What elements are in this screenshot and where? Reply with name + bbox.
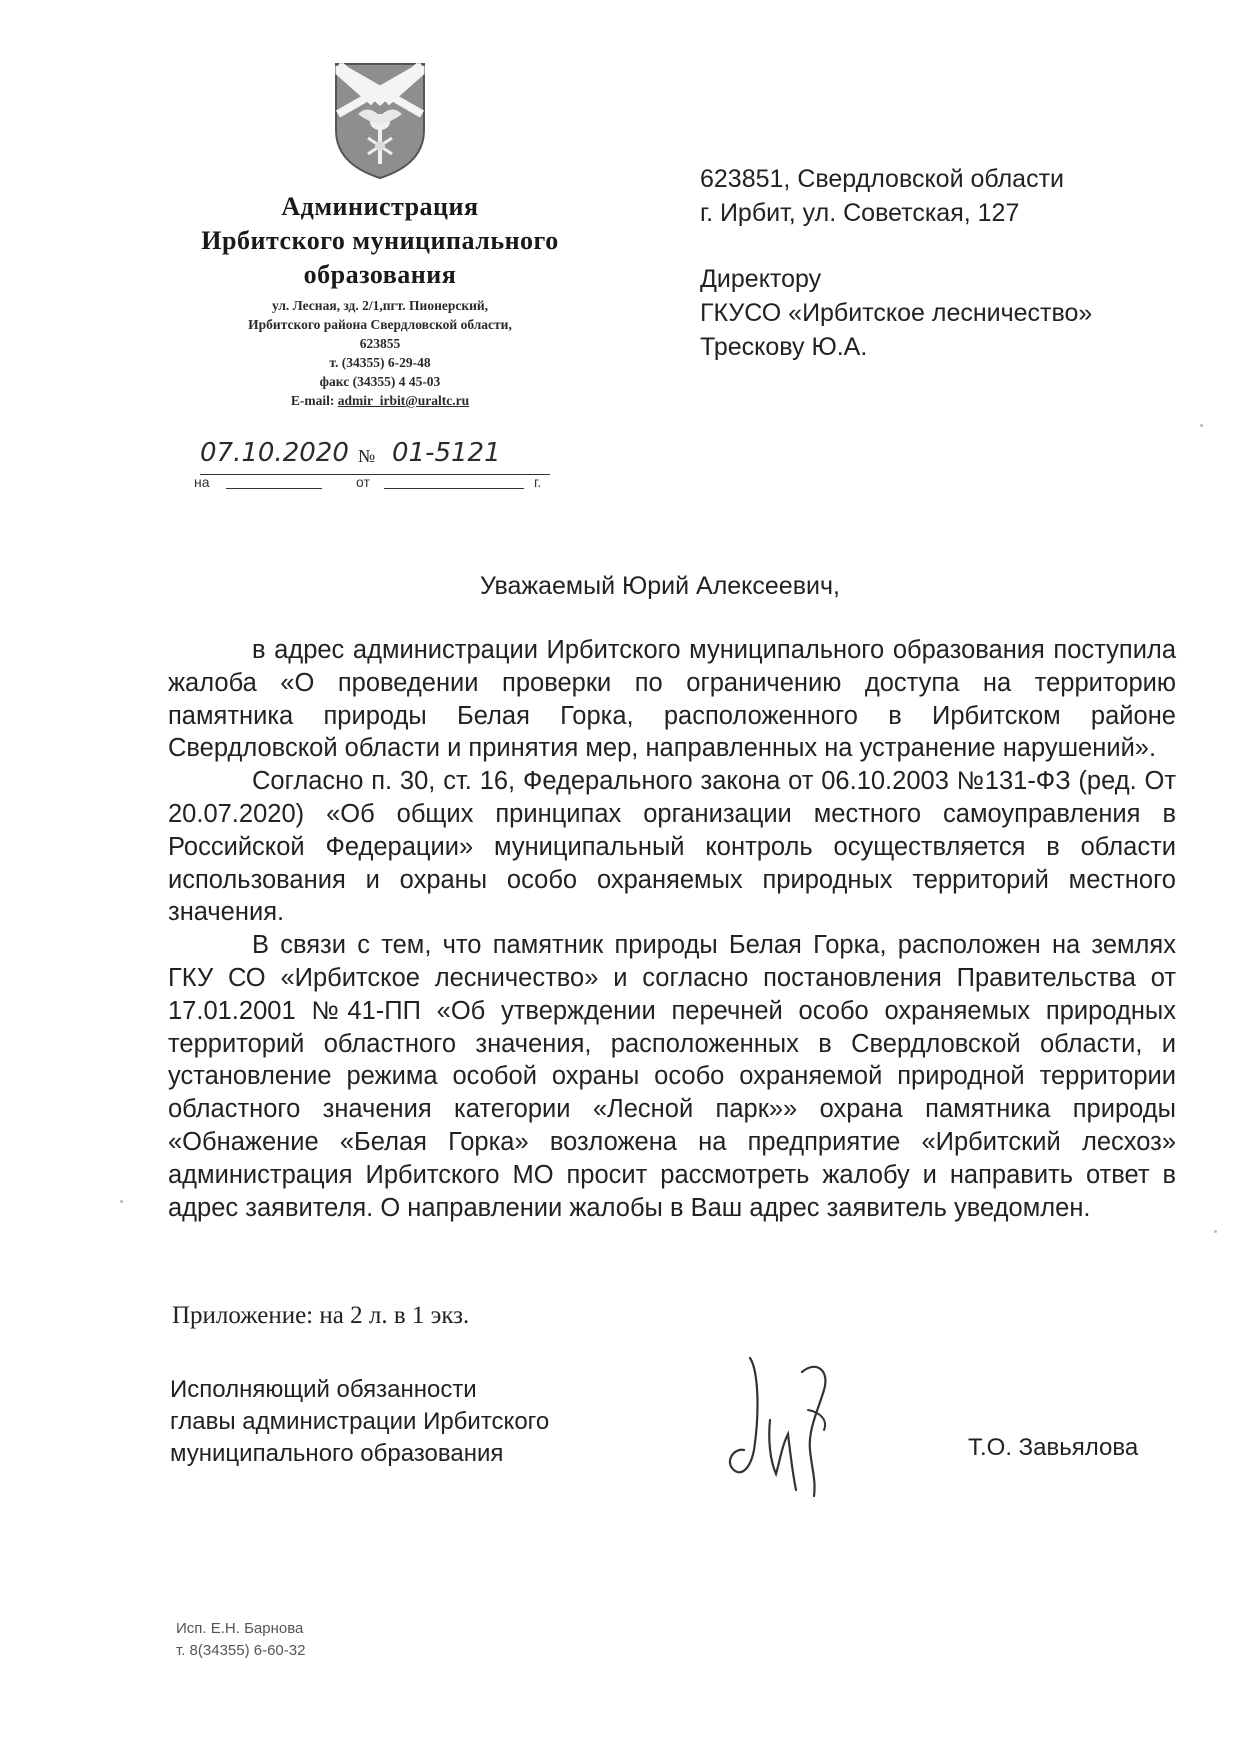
attachment-note: Приложение: на 2 л. в 1 экз. — [172, 1302, 470, 1329]
body-paragraph-2: Согласно п. 30, ст. 16, Федерального закона от 06.10.2003 №131-ФЗ (ред. От 20.07.2020) «Об общих принципах организации местного самоуправления в Российской Федерации» муниципальный контроль осуществляется в области использования и охраны особо охраняемых природных территорий местного значения. — [168, 767, 1176, 927]
reference-prefix: на — [194, 474, 210, 490]
scan-speck — [120, 1200, 123, 1203]
postal-line-1: 623851, Свердловской области — [700, 165, 1065, 193]
body-paragraph-3: В связи с тем, что памятник природы Белая Горка, расположен на землях ГКУ СО «Ирбитское лесничество» и согласно постановления Правительства от 17.01.2001 №41-ПП «Об утверждении перечней особо охраняемых природных территорий областного значения, расположенных в Свердловской области, и установление режима особой охраны особо охраняемой природной территории областного значения категории «Лесной парк»» охрана памятника природы «Обнажение «Белая Горка» возложена на предприятие «Ирбитский лесхоз» администрация Ирбитского МО просит рассмотреть жалобу и направить ответ в адрес заявителя. О направлении жалобы в Ваш адрес заявитель уведомлен. — [168, 931, 1176, 1222]
org-name-line-3: образования — [303, 260, 457, 289]
address-line-3: 623855 — [359, 336, 401, 351]
addressee-position: Директору — [700, 265, 822, 293]
registration-number-sign: № — [358, 446, 376, 466]
reference-date-blank — [384, 488, 524, 489]
letter-body — [168, 634, 1176, 1224]
fax: факс (34355) 4 45-03 — [319, 374, 441, 389]
organization-name — [160, 190, 600, 292]
addressee-organization: ГКУСО «Ирбитское лесничество» — [700, 299, 1093, 327]
signatory-title-line-2: главы администрации Ирбитского — [170, 1408, 550, 1435]
reference-line — [194, 470, 554, 494]
signatory-title — [170, 1374, 549, 1470]
letterhead — [160, 60, 600, 410]
email-label: E-mail: — [290, 393, 338, 408]
signer-name: Т.О. Завьялова — [968, 1434, 1139, 1461]
email-row — [160, 391, 600, 410]
handwritten-signature — [720, 1350, 850, 1500]
scan-speck — [1200, 424, 1203, 427]
addressee-block — [700, 162, 1200, 364]
registration-number: 01-5121 — [392, 438, 501, 468]
body-paragraph-1: в адрес администрации Ирбитского муниципального образования поступила жалоба «О проведении проверки по ограничению доступа на территорию памятника природы Белая Горка, расположенного в Ирбитском районе Свердловской области и принятия мер, направленных на устранение нарушений». — [168, 636, 1176, 763]
email-link[interactable]: admir_irbit@uraltc.ru — [337, 393, 470, 408]
reference-from: от — [356, 474, 370, 490]
reference-year: г. — [534, 474, 542, 490]
executor-info — [176, 1618, 305, 1662]
postal-line-2: г. Ирбит, ул. Советская, 127 — [700, 199, 1020, 227]
signatory-title-line-3: муниципального образования — [170, 1440, 504, 1467]
phone: т. (34355) 6-29-48 — [329, 355, 431, 370]
executor-name: Исп. Е.Н. Барнова — [176, 1620, 304, 1637]
org-name-line-1: Администрация — [281, 192, 479, 221]
reference-number-blank — [226, 488, 322, 489]
coat-of-arms-icon — [332, 60, 428, 182]
org-name-line-2: Ирбитского муниципального — [201, 226, 559, 255]
scan-speck — [1214, 1230, 1217, 1233]
salutation: Уважаемый Юрий Алексеевич, — [480, 572, 840, 600]
address-line-1: ул. Лесная, зд. 2/1,пгт. Пионерский, — [271, 298, 489, 313]
signatory-title-line-1: Исполняющий обязанности — [170, 1376, 477, 1403]
registration-date: 07.10.2020 — [200, 438, 349, 468]
address-line-2: Ирбитского района Свердловской области, — [248, 317, 512, 332]
addressee-name: Трескову Ю.А. — [700, 333, 868, 361]
executor-phone: т. 8(34355) 6-60-32 — [176, 1642, 306, 1659]
organization-contacts — [160, 296, 600, 410]
